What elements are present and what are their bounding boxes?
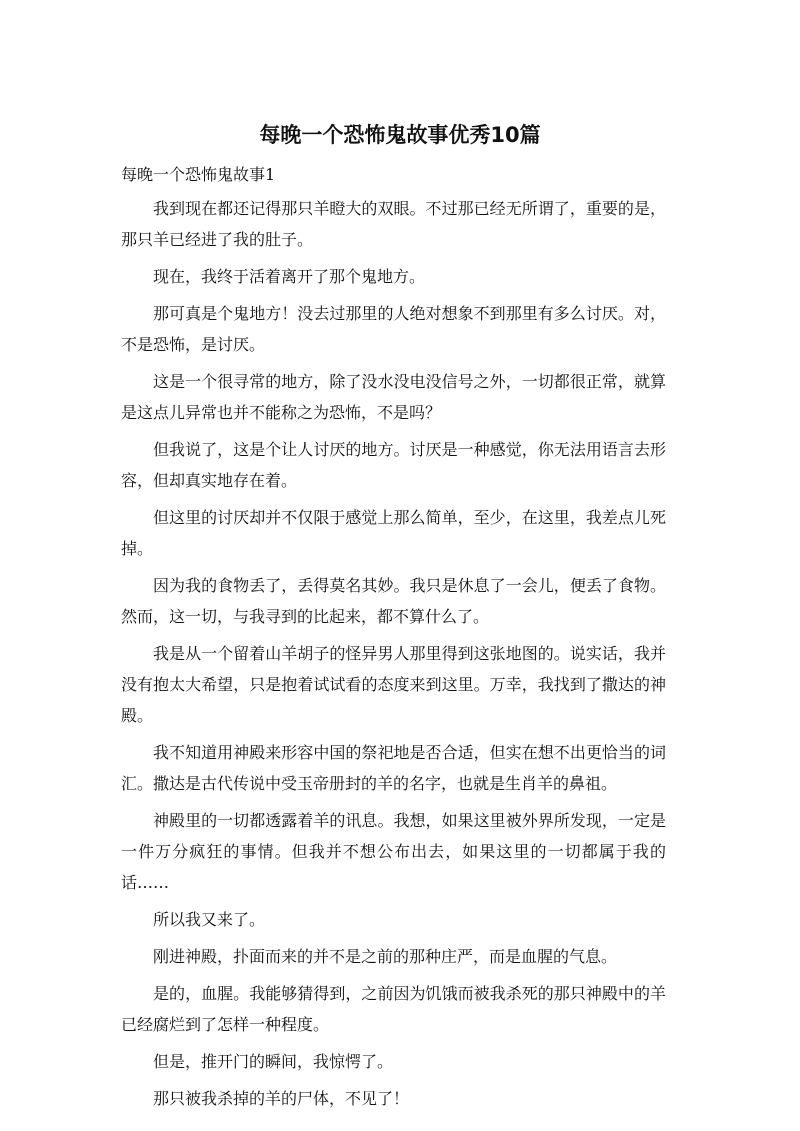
paragraph: 因为我的食物丢了，丢得莫名其妙。我只是休息了一会儿，便丢了食物。然而，这一切，与我寻到的比起来，都不算什么了。 — [121, 576, 666, 626]
paragraph: 我不知道用神殿来形容中国的祭祀地是否合适，但实在想不出更恰当的词汇。撒达是古代传说中受玉帝册封的羊的名字，也就是生肖羊的鼻祖。 — [121, 743, 666, 793]
paragraph: 刚进神殿，扑面而来的并不是之前的那种庄严，而是血腥的气息。 — [153, 947, 618, 966]
paragraph: 这是一个很寻常的地方，除了没水没电没信号之外，一切都很正常，就算是这点儿异常也并不能称之为恐怖，不是吗？ — [121, 372, 666, 422]
paragraph: 但是，推开门的瞬间，我惊愕了。 — [153, 1052, 394, 1071]
document-title: 每晚一个恐怖鬼故事优秀10篇 — [259, 123, 541, 147]
paragraph: 那只被我杀掉的羊的尸体，不见了！ — [153, 1089, 410, 1108]
paragraph: 但这里的讨厌却并不仅限于感觉上那么简单，至少，在这里，我差点儿死掉。 — [121, 508, 666, 558]
paragraph: 现在，我终于活着离开了那个鬼地方。 — [153, 267, 426, 286]
story-heading: 每晚一个恐怖鬼故事1 — [121, 165, 276, 184]
paragraph: 我是从一个留着山羊胡子的怪异男人那里得到这张地图的。说实话，我并没有抱太大希望，只是抱着试试看的态度来到这里。万幸，我找到了撒达的神殿。 — [121, 644, 666, 725]
paragraph: 神殿里的一切都透露着羊的讯息。我想，如果这里被外界所发现，一定是一件万分疯狂的事情。但我并不想公布出去，如果这里的一切都属于我的话…… — [121, 811, 666, 892]
paragraph: 但我说了，这是个让人讨厌的地方。讨厌是一种感觉，你无法用语言去形容，但却真实地存在着。 — [121, 440, 666, 490]
story-body — [121, 193, 666, 1120]
paragraph: 所以我又来了。 — [153, 910, 266, 929]
paragraph: 我到现在都还记得那只羊瞪大的双眼。不过那已经无所谓了，重要的是，那只羊已经进了我的肚子。 — [121, 199, 666, 249]
paragraph: 是的，血腥。我能够猜得到，之前因为饥饿而被我杀死的那只神殿中的羊已经腐烂到了怎样一种程度。 — [121, 984, 666, 1034]
paragraph: 那可真是个鬼地方！没去过那里的人绝对想象不到那里有多么讨厌。对，不是恐怖，是讨厌。 — [121, 304, 666, 354]
